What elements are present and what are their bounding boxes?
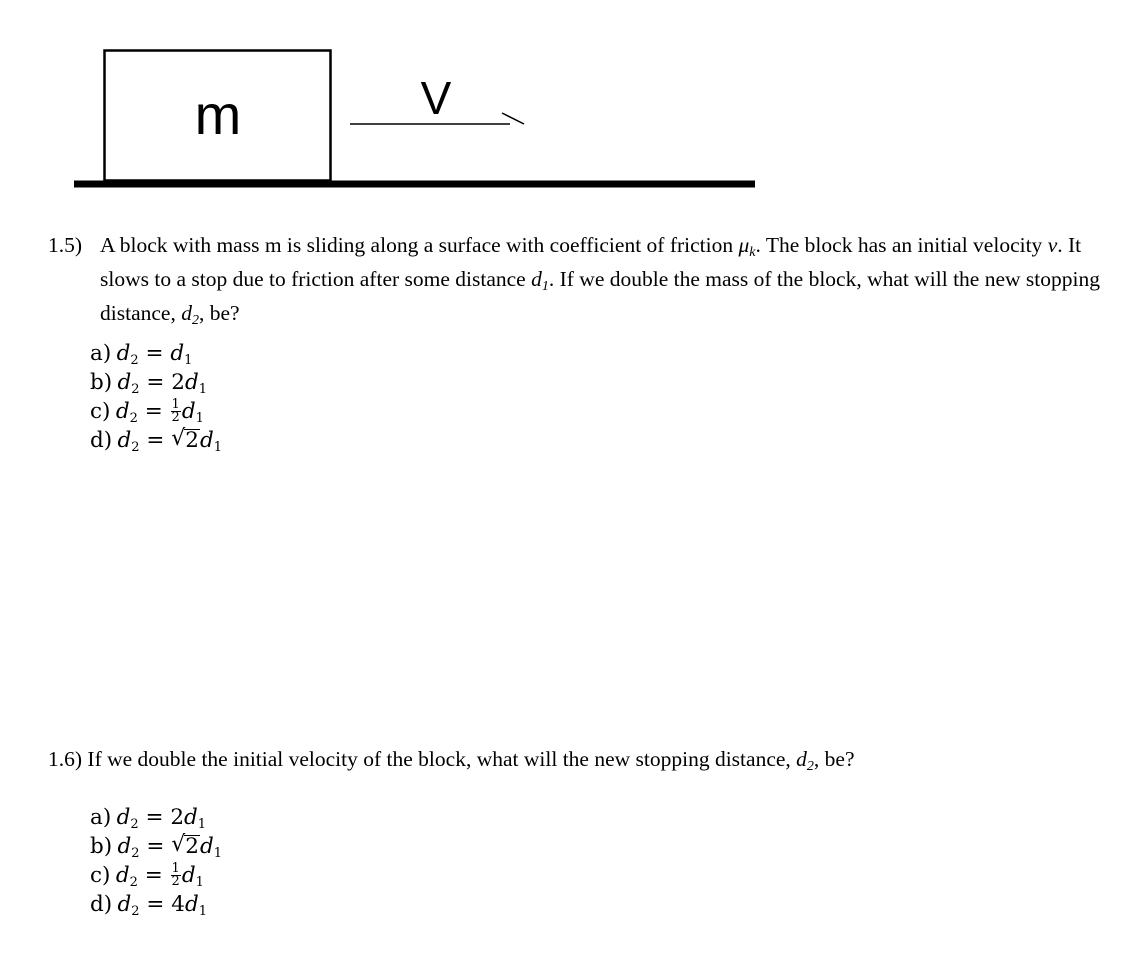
choice-d[interactable]: d) $d_2$ = √ $2d_1$ bbox=[90, 426, 222, 455]
choice-b[interactable]: b) $d_2$ = √ $2d_1$ bbox=[90, 832, 222, 861]
question-1-5-choices bbox=[90, 339, 222, 455]
question-number: 1.5) bbox=[48, 233, 83, 257]
choice-b[interactable]: b) $d_2 = 2d_1$ bbox=[90, 370, 207, 397]
choice-a[interactable]: a) $d_2 = d_1$ bbox=[90, 341, 193, 368]
question-1-6-choices bbox=[90, 803, 222, 919]
choice-c[interactable]: c) $d_2$ = $\frac{1}{2}$ $d_1$ bbox=[90, 396, 204, 426]
block-mass-label: m bbox=[194, 83, 242, 146]
block-diagram bbox=[0, 0, 1129, 200]
choice-a[interactable]: a) $d_2 = 2d_1$ bbox=[90, 805, 207, 832]
mu-symbol: μ bbox=[738, 233, 750, 257]
choice-c[interactable]: c) $d_2$ = $\frac{1}{2}$ $d_1$ bbox=[90, 860, 204, 890]
square-root: √ 2 bbox=[171, 426, 199, 453]
fraction-one-half: $\frac{1}{2}$ bbox=[171, 860, 180, 889]
question-number: 1.6) bbox=[48, 747, 83, 771]
question-1-6 bbox=[48, 746, 1108, 780]
velocity-arrow-head bbox=[502, 113, 524, 124]
question-text: A block with mass m is sliding along a surface with coefficient of friction μk. The block has an initial velocity v. It slows to a stop due to friction after some distance d1. If we double the mass of the block, what will the new stopping distance, d2, be? bbox=[100, 233, 1100, 328]
velocity-label: V bbox=[420, 72, 452, 124]
question-1-5 bbox=[48, 232, 1108, 334]
fraction-one-half: $\frac{1}{2}$ bbox=[171, 396, 180, 425]
choice-d[interactable]: d) $d_2 = 4d_1$ bbox=[90, 892, 207, 919]
square-root: √ 2 bbox=[171, 832, 199, 859]
question-text: 1.6) If we double the initial velocity of the block, what will the new stopping distance, d2, be? bbox=[48, 747, 855, 774]
